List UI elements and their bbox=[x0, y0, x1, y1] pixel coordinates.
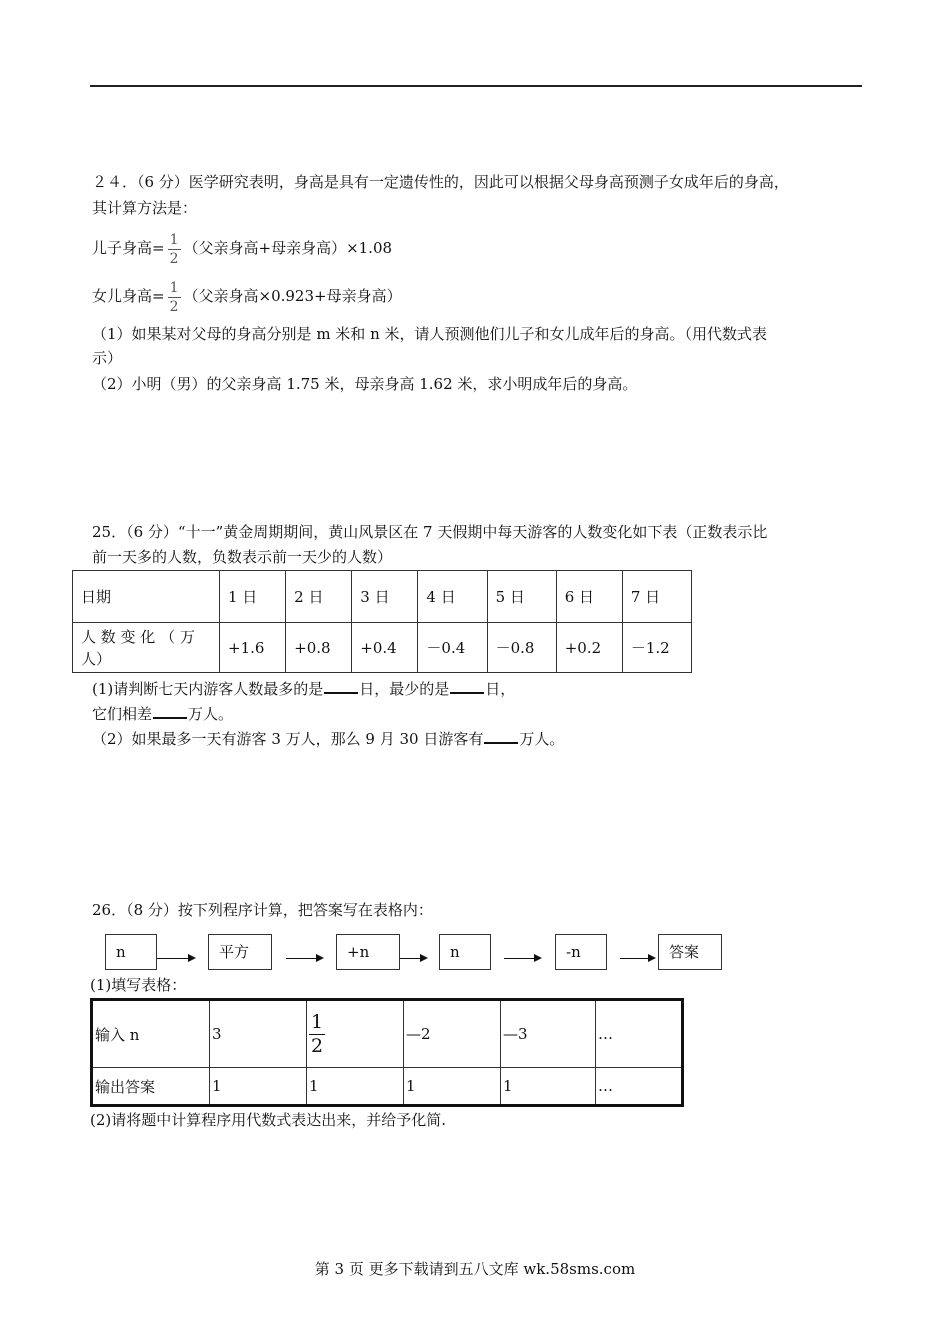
answer-blank[interactable] bbox=[484, 728, 518, 744]
flow-box-divide-n: n bbox=[439, 934, 491, 970]
table-cell: … bbox=[596, 1000, 683, 1068]
arrow-right-icon bbox=[620, 958, 654, 959]
table-cell: －1.2 bbox=[622, 623, 691, 673]
q24-intro: ２４．（6 分）医学研究表明，身高是具有一定遗传性的，因此可以根据父母身高预测子女成年后的身高， bbox=[92, 173, 789, 191]
fraction-numerator: 1 bbox=[169, 231, 179, 248]
flow-box-input: n bbox=[105, 934, 157, 970]
q24-intro-2: 其计算方法是： bbox=[92, 199, 198, 217]
q24-part1-cont: 示） bbox=[92, 349, 123, 367]
text: 日，最少的是 bbox=[359, 680, 450, 698]
son-suffix: （父亲身高+母亲身高）×1.08 bbox=[183, 239, 393, 257]
fraction-half bbox=[168, 233, 181, 266]
table-cell: 7 日 bbox=[622, 571, 691, 623]
fraction-denominator: 2 bbox=[311, 1034, 324, 1057]
flow-box-plus-n: +n bbox=[336, 934, 400, 970]
table-cell: 日期 bbox=[73, 571, 220, 623]
header-rule bbox=[90, 85, 862, 87]
table-row bbox=[92, 1000, 683, 1068]
daughter-prefix: 女儿身高= bbox=[92, 287, 165, 305]
row-label-line: 人 数 变 化 （ 万 bbox=[81, 627, 195, 646]
table-cell: +1.6 bbox=[220, 623, 286, 673]
table-cell: —2 bbox=[404, 1000, 501, 1068]
page-footer: 第 3 页 更多下载请到五八文库 wk.58sms.com bbox=[314, 1260, 636, 1278]
table-cell: 5 日 bbox=[487, 571, 556, 623]
q25-part1-cont bbox=[92, 703, 233, 724]
text: 日， bbox=[485, 680, 516, 698]
q26-part2: (2)请将题中计算程序用代数式表达出来，并给予化简. bbox=[90, 1111, 447, 1129]
arrow-right-icon bbox=[504, 958, 540, 959]
text: 万人。 bbox=[188, 705, 234, 723]
text: 它们相差 bbox=[92, 705, 153, 723]
fraction-half bbox=[309, 1010, 325, 1057]
table-cell: 1 bbox=[501, 1068, 596, 1106]
table-cell: －0.8 bbox=[487, 623, 556, 673]
fraction-numerator: 1 bbox=[311, 1010, 324, 1033]
table-cell: +0.2 bbox=[556, 623, 622, 673]
table-cell bbox=[307, 1000, 404, 1068]
arrow-right-icon bbox=[157, 958, 194, 959]
table-cell: … bbox=[596, 1068, 683, 1106]
q25-intro-2: 前一天多的人数，负数表示前一天少的人数） bbox=[92, 548, 393, 566]
q25-table bbox=[72, 570, 692, 673]
text: （2）如果最多一天有游客 3 万人，那么 9 月 30 日游客有 bbox=[92, 730, 484, 748]
text: (1)请判断七天内游客人数最多的是 bbox=[92, 680, 324, 698]
son-prefix: 儿子身高= bbox=[92, 239, 165, 257]
q24-part1: （1）如果某对父母的身高分别是 m 米和 n 米，请人预测他们儿子和女儿成年后的身高。（用代数式表 bbox=[92, 325, 768, 343]
table-cell: 1 bbox=[404, 1068, 501, 1106]
fraction-half bbox=[168, 281, 181, 314]
flow-box-answer: 答案 bbox=[658, 934, 722, 970]
arrow-right-icon bbox=[400, 958, 426, 959]
table-cell: 输出答案 bbox=[92, 1068, 210, 1106]
table-cell: 6 日 bbox=[556, 571, 622, 623]
q24-part2: （2）小明（男）的父亲身高 1.75 米，母亲身高 1.62 米，求小明成年后的身高。 bbox=[92, 375, 638, 393]
row-label-line: 人） bbox=[81, 649, 112, 668]
q24-daughter-formula bbox=[92, 276, 402, 316]
answer-blank[interactable] bbox=[153, 703, 187, 719]
table-row bbox=[92, 1068, 683, 1106]
daughter-suffix: （父亲身高×0.923+母亲身高） bbox=[183, 287, 402, 305]
table-cell: 1 bbox=[210, 1068, 307, 1106]
q26-intro: 26．（8 分）按下列程序计算，把答案写在表格内： bbox=[92, 901, 433, 919]
answer-blank[interactable] bbox=[450, 678, 484, 694]
table-row bbox=[73, 623, 692, 673]
table-cell: 输入 n bbox=[92, 1000, 210, 1068]
table-cell: 3 日 bbox=[352, 571, 418, 623]
q25-part2 bbox=[92, 728, 564, 749]
flow-box-square: 平方 bbox=[208, 934, 272, 970]
table-cell: —3 bbox=[501, 1000, 596, 1068]
table-row bbox=[73, 571, 692, 623]
table-cell: 3 bbox=[210, 1000, 307, 1068]
fraction-numerator: 1 bbox=[169, 279, 179, 296]
table-cell: +0.4 bbox=[352, 623, 418, 673]
table-cell bbox=[73, 623, 220, 673]
fraction-denominator: 2 bbox=[169, 250, 179, 267]
table-cell: －0.4 bbox=[418, 623, 487, 673]
q25-part1 bbox=[92, 678, 515, 699]
q26-part1: (1)填写表格： bbox=[90, 976, 187, 994]
fraction-denominator: 2 bbox=[169, 298, 179, 315]
text: 万人。 bbox=[519, 730, 565, 748]
table-cell: 2 日 bbox=[286, 571, 352, 623]
table-cell: +0.8 bbox=[286, 623, 352, 673]
answer-blank[interactable] bbox=[324, 678, 358, 694]
table-cell: 1 日 bbox=[220, 571, 286, 623]
flow-box-minus-n: -n bbox=[555, 934, 607, 970]
q26-table bbox=[90, 998, 684, 1107]
table-cell: 4 日 bbox=[418, 571, 487, 623]
q25-intro: 25．（6 分）“十一”黄金周期期间，黄山风景区在 7 天假期中每天游客的人数变化如下表（正数表示比 bbox=[92, 523, 768, 541]
table-cell: 1 bbox=[307, 1068, 404, 1106]
arrow-right-icon bbox=[286, 958, 322, 959]
q24-son-formula bbox=[92, 228, 392, 268]
